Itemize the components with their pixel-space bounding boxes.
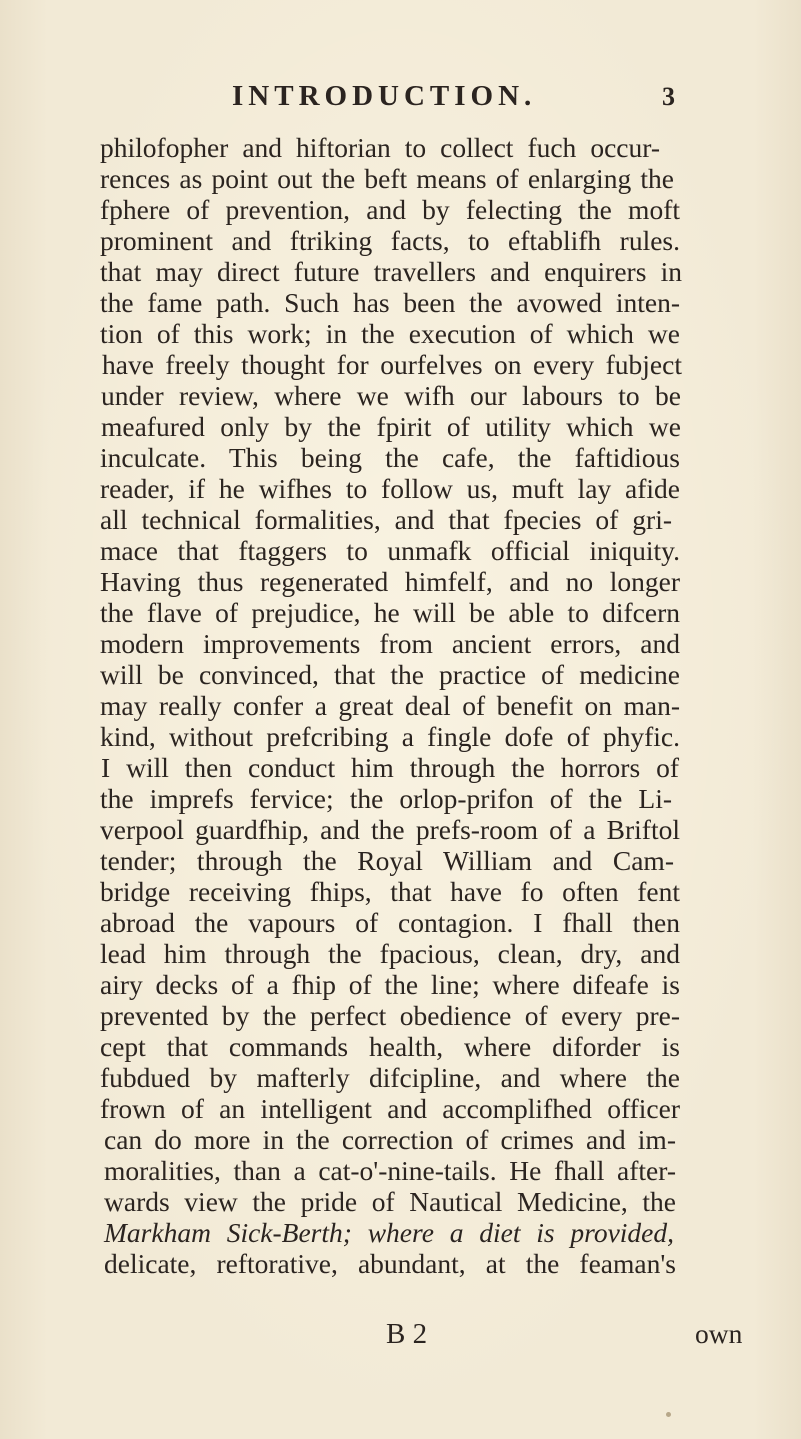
text-line: frown of an intelligent and accomplifhed officer xyxy=(100,1093,680,1124)
text-line: have freely thought for ourfelves on every fubject xyxy=(102,349,682,380)
text-line: Markham Sick-Berth; where a diet is provided, xyxy=(104,1217,674,1248)
text-line: will be convinced, that the practice of medicine xyxy=(100,659,680,690)
text-line: may really confer a great deal of benefit on man- xyxy=(100,690,680,721)
text-line: fphere of prevention, and by felecting the moft xyxy=(100,194,680,225)
page-header xyxy=(0,80,801,120)
text-line: abroad the vapours of contagion. I fhall then xyxy=(100,907,680,938)
text-line: prominent and ftriking facts, to eftablifh rules. xyxy=(100,225,680,256)
text-line: under review, where we wifh our labours to be xyxy=(101,380,681,411)
text-line: kind, without prefcribing a fingle dofe of phyfic. xyxy=(100,721,680,752)
text-line: reader, if he wifhes to follow us, muft lay afide xyxy=(100,473,680,504)
text-line: the imprefs fervice; the orlop-prifon of the Li- xyxy=(100,783,672,814)
text-line: tender; through the Royal William and Cam- xyxy=(100,845,674,876)
text-line: meafured only by the fpirit of utility which we xyxy=(101,411,681,442)
paper-speck xyxy=(666,1412,671,1417)
text-line: modern improvements from ancient errors, and xyxy=(100,628,680,659)
signature-mark: B 2 xyxy=(386,1318,428,1350)
text-line: that may direct future travellers and enquirers in xyxy=(100,256,682,287)
text-line: bridge receiving fhips, that have fo often fent xyxy=(100,876,680,907)
text-line: the fame path. Such has been the avowed inten- xyxy=(100,287,680,318)
text-line: verpool guardfhip, and the prefs-room of a Briftol xyxy=(100,814,680,845)
text-line: rences as point out the beft means of enlarging the xyxy=(100,163,674,194)
text-line: fubdued by mafterly difcipline, and where the xyxy=(100,1062,680,1093)
text-line: all technical formalities, and that fpecies of gri- xyxy=(100,504,672,535)
text-line: Having thus regenerated himfelf, and no longer xyxy=(100,566,680,597)
text-line: philofopher and hiftorian to collect fuch occur- xyxy=(100,132,660,163)
text-line: inculcate. This being the cafe, the faftidious xyxy=(100,442,680,473)
catchword: own xyxy=(695,1318,743,1349)
text-line: cept that commands health, where diforder is xyxy=(100,1031,680,1062)
text-line: mace that ftaggers to unmafk official iniquity. xyxy=(100,535,680,566)
text-line: airy decks of a fhip of the line; where difeafe is xyxy=(100,969,680,1000)
text-line: tion of this work; in the execution of which we xyxy=(100,318,680,349)
text-line: lead him through the fpacious, clean, dry, and xyxy=(100,938,680,969)
text-line: can do more in the correction of crimes and im- xyxy=(104,1124,676,1155)
text-line: prevented by the perfect obedience of every pre- xyxy=(100,1000,680,1031)
text-line: I will then conduct him through the horrors of xyxy=(101,752,679,783)
page-footer xyxy=(0,1318,801,1358)
page-number: 3 xyxy=(662,82,675,111)
text-line: moralities, than a cat-o'-nine-tails. He fhall after- xyxy=(104,1155,676,1186)
text-line: wards view the pride of Nautical Medicine, the xyxy=(104,1186,676,1217)
running-head: INTRODUCTION. xyxy=(232,80,537,112)
text-line: the flave of prejudice, he will be able to difcern xyxy=(100,597,680,628)
text-line: delicate, reftorative, abundant, at the feaman's xyxy=(104,1248,676,1279)
